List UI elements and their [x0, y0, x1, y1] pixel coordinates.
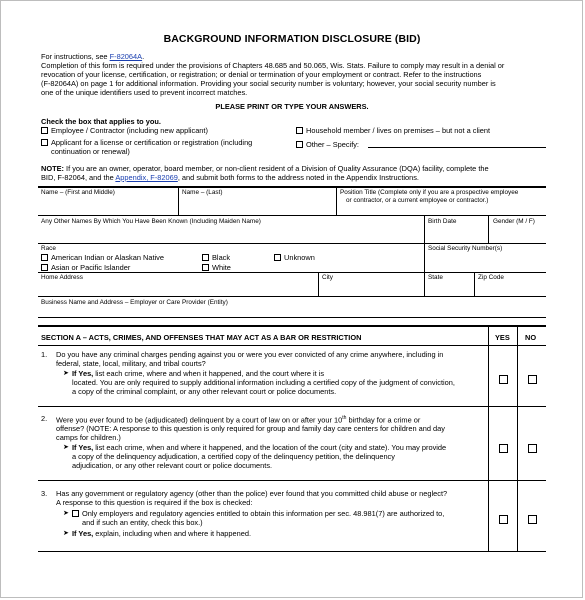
- option-household[interactable]: Household member / lives on premises – but not a client: [296, 126, 490, 135]
- option-other[interactable]: Other – Specify:: [296, 140, 359, 149]
- divider: [424, 272, 425, 296]
- birth-date-label: Birth Date: [428, 218, 457, 225]
- other-specify-line[interactable]: [368, 147, 546, 148]
- q2-subtext: If Yes, list each crime, when and where it happened, and the location of the court (city and state). You may provide a copy of the delinquency adjudication, a certified copy of the delinquency petition, the delinquency adjudication, or any other relevant court or police documents.: [72, 443, 447, 470]
- option-license[interactable]: Applicant for a license or certification or registration (including: [41, 138, 252, 147]
- race-american-indian[interactable]: American Indian or Alaskan Native: [41, 253, 164, 262]
- divider: [318, 272, 319, 296]
- city-label: City: [322, 274, 334, 281]
- section-a-bottom-rule: [38, 551, 546, 552]
- home-address-label: Home Address: [41, 274, 83, 281]
- q2-arrow-bullet: ➤: [63, 444, 69, 451]
- option-employee[interactable]: Employee / Contractor (including new applicant): [41, 126, 208, 135]
- q1-no-checkbox[interactable]: [528, 375, 537, 384]
- gender-label: Gender (M / F): [493, 218, 535, 225]
- q2-yes-checkbox[interactable]: [499, 444, 508, 453]
- no-header: NO: [525, 333, 537, 342]
- other-names-label: Any Other Names By Which You Have Been Known (Including Maiden Name): [41, 218, 261, 225]
- row-rule: [38, 215, 546, 216]
- q2-number: 2.: [41, 414, 48, 423]
- position-title-label: Position Title (Complete only if you are a prospective employee or contractor, or a current employee or contractor.): [340, 189, 519, 204]
- divider: [336, 187, 337, 215]
- yes-header: YES: [495, 333, 510, 342]
- american-indian-checkbox[interactable]: [41, 254, 48, 261]
- q3-entity-checkbox[interactable]: [72, 510, 79, 517]
- print-notice: PLEASE PRINT OR TYPE YOUR ANSWERS.: [215, 102, 369, 111]
- race-label: Race: [41, 245, 56, 252]
- divider: [424, 215, 425, 243]
- check-heading: Check the box that applies to you.: [41, 117, 161, 126]
- q1-subtext: If Yes, list each crime, where and when it happened, and the court where it is located. You are only required to supply additional information including a certified copy of the judgment of conviction, a copy of the criminal complaint, or any other relevant court or police documents.: [72, 369, 455, 396]
- q1-number: 1.: [41, 350, 48, 359]
- ssn-label: Social Security Number(s): [428, 245, 503, 252]
- race-white[interactable]: White: [202, 263, 231, 272]
- section-a-top-rule: [38, 325, 546, 327]
- q3-subtext: If Yes, explain, including when and where it happened.: [72, 529, 252, 538]
- asian-checkbox[interactable]: [41, 264, 48, 271]
- white-checkbox[interactable]: [202, 264, 209, 271]
- race-unknown[interactable]: Unknown: [274, 253, 315, 262]
- q3-yes-checkbox[interactable]: [499, 515, 508, 524]
- q1-yes-checkbox[interactable]: [499, 375, 508, 384]
- divider: [424, 243, 425, 272]
- q2-no-checkbox[interactable]: [528, 444, 537, 453]
- row-rule: [38, 296, 546, 297]
- row-rule: [38, 317, 546, 318]
- race-asian[interactable]: Asian or Pacific Islander: [41, 263, 130, 272]
- note-text: NOTE: If you are an owner, operator, board member, or non-client resident of a Division of Quality Assurance (DQA) facility, complete the BID, F-82064, and the Appendix, F-82069, and submit both forms to the address noted in the Appendix Instructions.: [41, 164, 489, 182]
- row-rule: [38, 272, 546, 273]
- intro-text: Completion of this form is required under the provisions of Chapters 48.685 and 50.065, Wis. Stats. Failure to comply may result in a denial or revocation of your license, certification, or registration; or denial or termination of your employment or contract. Refer to the instructions (F-82064A) on page 1 for additional information. Providing your social security number is voluntary; however, your social security number is one of the unique identifiers used to prevent incorrect matches.: [41, 61, 505, 97]
- fields-top-rule: [38, 186, 546, 188]
- row-rule: [38, 480, 546, 481]
- unknown-checkbox[interactable]: [274, 254, 281, 261]
- zip-label: Zip Code: [478, 274, 504, 281]
- divider: [488, 215, 489, 243]
- state-label: State: [428, 274, 443, 281]
- black-checkbox[interactable]: [202, 254, 209, 261]
- appendix-link[interactable]: Appendix, F-82069: [115, 173, 178, 182]
- section-a-title: SECTION A – ACTS, CRIMES, AND OFFENSES THAT MAY ACT AS A BAR OR RESTRICTION: [41, 333, 362, 342]
- row-rule: [38, 243, 546, 244]
- q3-no-checkbox[interactable]: [528, 515, 537, 524]
- household-checkbox[interactable]: [296, 127, 303, 134]
- race-black[interactable]: Black: [202, 253, 230, 262]
- q3-arrow-bullet: ➤: [63, 530, 69, 537]
- q3-text: Has any government or regulatory agency (other than the police) ever found that you committed child abuse or neglect? A response to this question is required if the box is checked:: [56, 489, 448, 507]
- instructions-line: For instructions, see F-82064A.: [41, 52, 145, 61]
- option-license-cont: continuation or renewal): [51, 147, 130, 156]
- name-first-label: Name – (First and Middle): [41, 189, 115, 196]
- q1-arrow-bullet: ➤: [63, 370, 69, 377]
- divider: [474, 272, 475, 296]
- row-rule: [38, 406, 546, 407]
- yes-column-divider: [488, 326, 489, 551]
- q1-text: Do you have any criminal charges pending against you or were you ever convicted of any crime anywhere, including in federal, state, local, military, and tribal courts?: [56, 350, 444, 368]
- form-title: BACKGROUND INFORMATION DISCLOSURE (BID): [163, 33, 421, 45]
- other-checkbox[interactable]: [296, 141, 303, 148]
- license-checkbox[interactable]: [41, 139, 48, 146]
- instructions-link[interactable]: F-82064A: [109, 52, 143, 61]
- employee-checkbox[interactable]: [41, 127, 48, 134]
- q3-option: Only employers and regulatory agencies entitled to obtain this information per sec. 48.981(7) are authorized to, and if such an entity, check this box.): [72, 509, 486, 527]
- business-label: Business Name and Address – Employer or Care Provider (Entity): [41, 299, 228, 306]
- name-last-label: Name – (Last): [182, 189, 223, 196]
- no-column-divider: [517, 326, 518, 551]
- q3-number: 3.: [41, 489, 48, 498]
- q3-arrow-bullet: ➤: [63, 510, 69, 517]
- q2-text: Were you ever found to be (adjudicated) delinquent by a court of law on or after your 10th birthday for a crime or offense? (NOTE: A response to this question is only required for group and family day care centers for children and day camps for children.): [56, 415, 445, 443]
- row-rule: [38, 345, 546, 346]
- divider: [178, 187, 179, 215]
